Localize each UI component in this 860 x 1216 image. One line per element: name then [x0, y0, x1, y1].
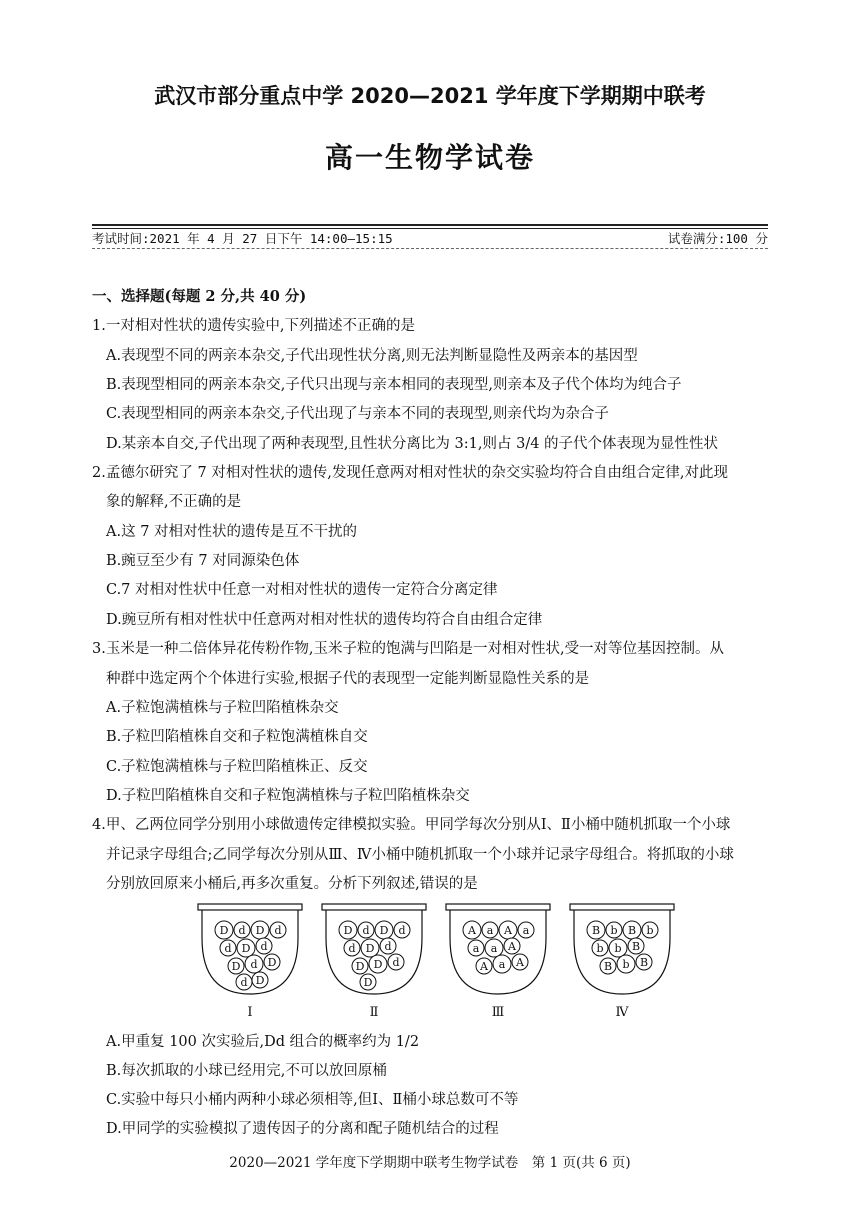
q4-option-d: D.甲同学的实验模拟了遗传因子的分离和配子随机结合的过程: [106, 1121, 499, 1137]
q3-stem-line1: 3.玉米是一种二倍体异花传粉作物,玉米子粒的饱满与凹陷是一对相对性状,受一对等位基因控制。从: [92, 641, 725, 657]
ball-label: D: [379, 924, 389, 937]
q3-option-b: B.子粒凹陷植株自交和子粒饱满植株自交: [106, 729, 368, 745]
ball-label: D: [365, 942, 375, 955]
ball-label: d: [250, 958, 258, 971]
q4-stem-line1: 4.甲、乙两位同学分别用小球做遗传定律模拟实验。甲同学每次分别从Ⅰ、Ⅱ小桶中随机抓取一个小球: [92, 817, 731, 833]
bucket-4: [570, 904, 674, 1020]
bucket-label: Ⅰ: [247, 1005, 253, 1020]
q3-option-c: C.子粒饱满植株与子粒凹陷植株正、反交: [106, 759, 368, 775]
paper-title: 高一生物学试卷: [324, 141, 535, 174]
ball-label: A: [508, 940, 516, 953]
q2-option-c: C.7 对相对性状中任意一对相对性状的遗传一定符合分离定律: [106, 582, 498, 598]
q3-option-d: D.子粒凹陷植株自交和子粒饱满植株与子粒凹陷植株杂交: [106, 788, 470, 804]
ball-label: b: [622, 958, 630, 971]
ball-label: d: [398, 924, 406, 937]
q3-stem-line2: 种群中选定两个个体进行实验,根据子代的表现型一定能判断显隐性关系的是: [106, 671, 590, 687]
ball-label: B: [631, 940, 641, 953]
ball-label: D: [363, 976, 373, 989]
q4-stem-line3: 分别放回原来小桶后,再多次重复。分析下列叙述,错误的是: [106, 876, 478, 892]
bucket-rim: [322, 904, 426, 910]
q2-option-d: D.豌豆所有相对性状中任意两对相对性状的遗传均符合自由组合定律: [106, 612, 543, 628]
ball-label: b: [614, 942, 622, 955]
q4-option-c: C.实验中每只小桶内两种小球必须相等,但Ⅰ、Ⅱ桶小球总数可不等: [106, 1092, 519, 1108]
bucket-2: [322, 904, 426, 1020]
header-rule-dashed: [92, 248, 768, 249]
ball-label: D: [241, 942, 251, 955]
q4-option-a: A.甲重复 100 次实验后,Dd 组合的概率约为 1/2: [106, 1034, 420, 1050]
ball-label: D: [231, 960, 241, 973]
ball-label: B: [639, 956, 649, 969]
q2-stem-line1: 2.孟德尔研究了 7 对相对性状的遗传,发现任意两对相对性状的杂交实验均符合自由组合定律,对此现: [92, 465, 728, 481]
ball-label: d: [224, 942, 232, 955]
ball-label: d: [384, 940, 392, 953]
ball-label: A: [516, 956, 524, 969]
ball-label: b: [610, 924, 618, 937]
full-score: 试卷满分:100 分: [667, 231, 768, 246]
q4-stem-line2: 并记录字母组合;乙同学每次分别从Ⅲ、Ⅳ小桶中随机抓取一个小球并记录字母组合。将抓取的小球: [106, 847, 734, 863]
exam-time: 考试时间:2021 年 4 月 27 日下午 14:00—15:15: [92, 231, 393, 246]
bucket-3: [446, 904, 550, 1020]
q1-option-b: B.表现型相同的两亲本杂交,子代只出现与亲本相同的表现型,则亲本及子代个体均为纯合子: [106, 377, 682, 393]
q1-option-c: C.表现型相同的两亲本杂交,子代出现了与亲本不同的表现型,则亲代均为杂合子: [106, 406, 609, 422]
ball-label: a: [522, 924, 530, 937]
exam-title: 武汉市部分重点中学 2020—2021 学年度下学期期中联考: [154, 84, 706, 108]
ball-label: d: [392, 956, 400, 969]
bucket-rim: [570, 904, 674, 910]
q4-option-b: B.每次抓取的小球已经用完,不可以放回原桶: [106, 1063, 387, 1079]
ball-label: a: [490, 942, 498, 955]
ball-label: d: [238, 924, 246, 937]
q3-option-a: A.子粒饱满植株与子粒凹陷植株杂交: [106, 700, 339, 716]
ball-label: D: [373, 958, 383, 971]
ball-label: a: [486, 924, 494, 937]
ball-label: A: [468, 924, 476, 937]
ball-label: D: [255, 924, 265, 937]
ball-label: D: [255, 974, 265, 987]
ball-label: d: [274, 924, 282, 937]
q1-stem: 1.一对相对性状的遗传实验中,下列描述不正确的是: [92, 318, 415, 334]
ball-label: D: [219, 924, 229, 937]
ball-label: a: [498, 958, 506, 971]
ball-label: d: [362, 924, 370, 937]
ball-label: d: [348, 942, 356, 955]
ball-label: B: [603, 960, 613, 973]
ball-label: b: [646, 924, 654, 937]
page-footer: 2020—2021 学年度下学期期中联考生物学试卷 第 1 页(共 6 页): [229, 1155, 631, 1171]
ball-label: d: [240, 976, 248, 989]
bucket-rim: [198, 904, 302, 910]
ball-label: A: [504, 924, 512, 937]
bucket-label: Ⅲ: [491, 1005, 505, 1020]
ball-label: A: [480, 960, 488, 973]
ball-label: D: [343, 924, 353, 937]
q1-option-a: A.表现型不同的两亲本杂交,子代出现性状分离,则无法判断显隐性及两亲本的基因型: [106, 348, 638, 364]
q2-stem-line2: 象的解释,不正确的是: [106, 494, 242, 510]
bucket-figure: [190, 898, 690, 1022]
bucket-label: Ⅳ: [615, 1005, 629, 1020]
ball-label: d: [260, 940, 268, 953]
q2-option-b: B.豌豆至少有 7 对同源染色体: [106, 553, 300, 569]
ball-label: B: [627, 924, 637, 937]
ball-label: D: [355, 960, 365, 973]
ball-label: D: [267, 956, 277, 969]
ball-label: B: [591, 924, 601, 937]
q2-option-a: A.这 7 对相对性状的遗传是互不干扰的: [106, 524, 358, 540]
bucket-rim: [446, 904, 550, 910]
section-title: 一、选择题(每题 2 分,共 40 分): [92, 288, 307, 305]
bucket-label: Ⅱ: [369, 1005, 379, 1020]
header-rule-thick: [92, 224, 768, 226]
bucket-1: [198, 904, 302, 1020]
ball-label: a: [472, 942, 480, 955]
ball-label: b: [596, 942, 604, 955]
q1-option-d: D.某亲本自交,子代出现了两种表现型,且性状分离比为 3:1,则占 3/4 的子代个体表现为显性性状: [106, 436, 719, 452]
